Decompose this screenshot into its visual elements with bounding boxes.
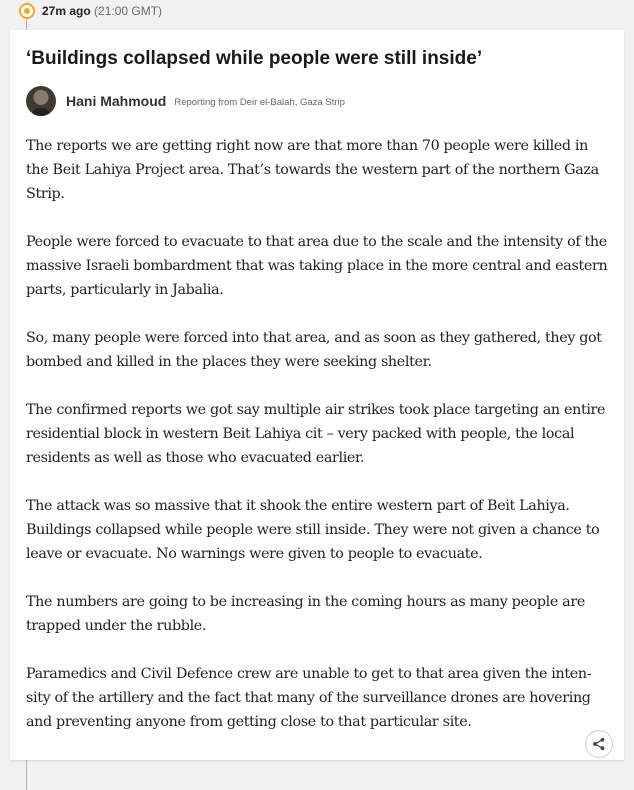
share-icon	[592, 737, 606, 751]
paragraph: Paramedics and Civil Defence crew are unable to get to that area given the intensity of the artillery and the fact that many of the surveillance drones are hovering and preventing anyone from getting close to that particular site.	[26, 666, 592, 730]
paragraph: The reports we are getting right now are that more than 70 people were killed in the Beit Lahiya Project area. That’s towards the western part of the northern Gaza Strip.	[26, 138, 599, 202]
timeline-dot-icon	[19, 3, 35, 19]
time-gmt: (21:00 GMT)	[94, 4, 163, 18]
post-title: ‘Buildings collapsed while people were still inside’	[26, 48, 483, 69]
paragraph: The numbers are going to be increasing in the coming hours as many people are trapped under the rubble.	[26, 594, 585, 634]
paragraph: The attack was so massive that it shook the entire western part of Beit Lahiya. Buildings collapsed while people were still inside. They were not given a chance to leave or evacuate. No warnings were given to people to evacuate.	[26, 498, 600, 562]
share-button[interactable]	[585, 730, 613, 758]
paragraph: So, many people were forced into that area, and as soon as they gathered, they got bombed and killed in the places they were seeking shelter.	[26, 330, 602, 370]
avatar	[26, 86, 56, 116]
live-post-card	[10, 30, 624, 760]
author-name[interactable]: Hani Mahmoud	[66, 93, 167, 109]
author-role: Reporting from Deir el-Balah, Gaza Strip	[174, 97, 345, 108]
time-ago: 27m ago	[42, 4, 91, 18]
post-timestamp	[42, 4, 162, 18]
post-body	[26, 134, 610, 758]
author-row	[26, 86, 345, 116]
paragraph: The confirmed reports we got say multiple air strikes took place targeting an entire residential block in western Beit Lahiya cit – very packed with people, the local residents as well as those who evacuated earlier.	[26, 402, 606, 466]
paragraph: People were forced to evacuate to that area due to the scale and the intensity of the massive Israeli bombardment that was taking place in the more central and eastern parts, particularly in Jabalia.	[26, 234, 608, 298]
